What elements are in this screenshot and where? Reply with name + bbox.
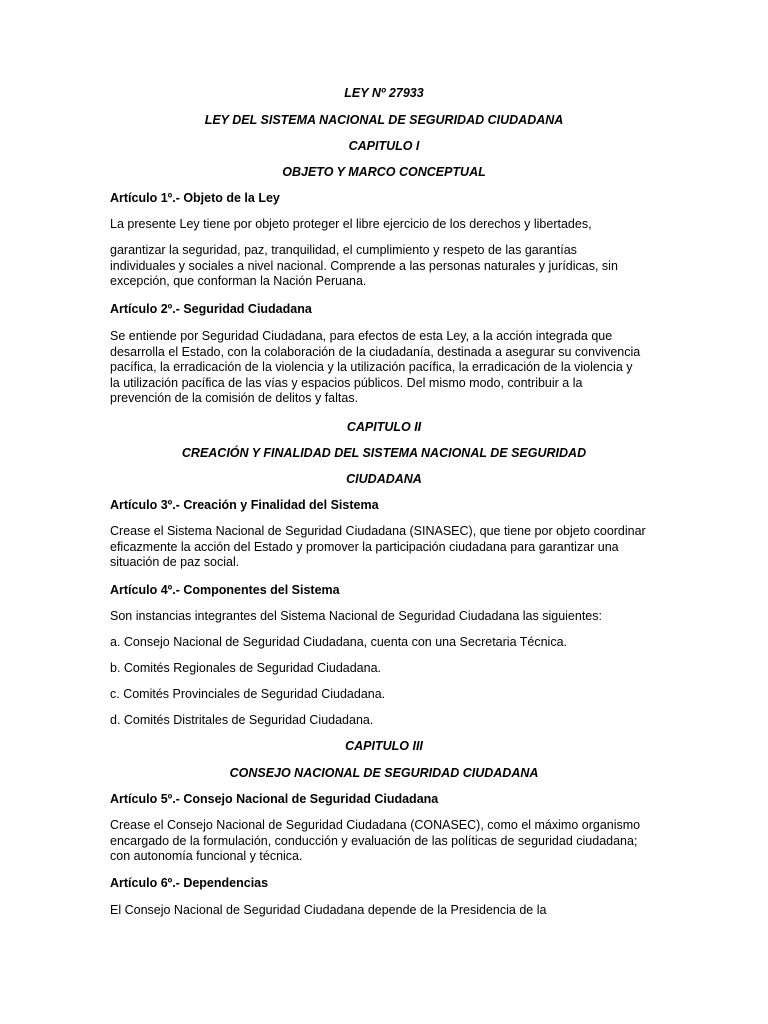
chapter-2-title-line-1: CREACIÓN Y FINALIDAD DEL SISTEMA NACIONAL DE SEGURIDAD [181, 446, 587, 460]
article-1-paragraph-2 [110, 243, 670, 290]
article-3-heading: Artículo 3º.- Creación y Finalidad del Sistema [110, 498, 379, 512]
article-5-heading: Artículo 5º.- Consejo Nacional de Seguridad Ciudadana [110, 792, 439, 806]
law-number: LEY Nº 27933 [344, 86, 424, 100]
article-1-p2-line-1: garantizar la seguridad, paz, tranquilidad, el cumplimiento y respeto de las garantías [110, 243, 577, 257]
chapter-2-title-line-2: CIUDADANA [346, 472, 422, 486]
article-5-line-3: con autonomía funcional y técnica. [110, 849, 303, 863]
article-3-line-3: situación de paz social. [110, 555, 240, 569]
article-6-line-1: El Consejo Nacional de Seguridad Ciudadana depende de la Presidencia de la [110, 903, 547, 917]
article-2-paragraph [110, 329, 670, 407]
chapter-3-label: CAPITULO III [345, 739, 423, 753]
article-4-item: a. Consejo Nacional de Seguridad Ciudadana, cuenta con una Secretaria Técnica. [110, 635, 568, 649]
law-title: LEY DEL SISTEMA NACIONAL DE SEGURIDAD CIUDADANA [204, 113, 564, 127]
article-4-heading: Artículo 4º.- Componentes del Sistema [110, 583, 340, 597]
article-4-intro: Son instancias integrantes del Sistema Nacional de Seguridad Ciudadana las siguientes: [110, 609, 602, 623]
article-2-line-4: la utilización pacífica de las vías y espacios públicos. Del mismo modo, contribuir a la [110, 375, 583, 390]
article-5-paragraph [110, 818, 670, 865]
article-1-p2-line-3: excepción, que conforman la Nación Peruana. [110, 274, 367, 288]
chapter-1-label: CAPITULO I [348, 139, 420, 153]
article-2-line-5: prevención de la comisión de delitos y faltas. [110, 391, 359, 405]
article-6-heading: Artículo 6º.- Dependencias [110, 876, 269, 890]
article-1-paragraph-1: La presente Ley tiene por objeto proteger el libre ejercicio de los derechos y libertades, [110, 217, 592, 231]
chapter-1-title: OBJETO Y MARCO CONCEPTUAL [282, 165, 486, 179]
article-3-line-1: Crease el Sistema Nacional de Seguridad Ciudadana (SINASEC), que tiene por objeto coordinar [110, 524, 646, 538]
article-2-line-3: pacífica, la erradicación de la violencia y la utilización pacífica, la erradicación de la violencia y [110, 360, 633, 374]
chapter-2-label: CAPITULO II [346, 420, 422, 434]
article-4-item: b. Comités Regionales de Seguridad Ciudadana. [110, 661, 382, 675]
article-5-line-2: encargado de la formulación, conducción y evaluación de las políticas de seguridad ciudadana; [110, 833, 638, 848]
article-1-p2-line-2: individuales y sociales a nivel nacional. Comprende a las personas naturales y jurídicas, sin [110, 258, 618, 273]
article-4-item: c. Comités Provinciales de Seguridad Ciudadana. [110, 687, 386, 701]
article-2-line-1: Se entiende por Seguridad Ciudadana, para efectos de esta Ley, a la acción integrada que [110, 329, 613, 343]
article-5-line-1: Crease el Consejo Nacional de Seguridad Ciudadana (CONASEC), como el máximo organismo [110, 818, 641, 832]
article-2-line-2: desarrolla el Estado, con la colaboración de la ciudadanía, destinada a asegurar su convivencia [110, 344, 641, 359]
article-3-line-2: eficazmente la acción del Estado y promover la participación ciudadana para garantizar una [110, 539, 619, 554]
article-4-item: d. Comités Distritales de Seguridad Ciudadana. [110, 713, 374, 727]
article-3-paragraph [110, 524, 670, 571]
chapter-3-title: CONSEJO NACIONAL DE SEGURIDAD CIUDADANA [229, 766, 539, 780]
article-2-heading: Artículo 2º.- Seguridad Ciudadana [110, 302, 312, 316]
article-1-heading: Artículo 1º.- Objeto de la Ley [110, 191, 280, 205]
